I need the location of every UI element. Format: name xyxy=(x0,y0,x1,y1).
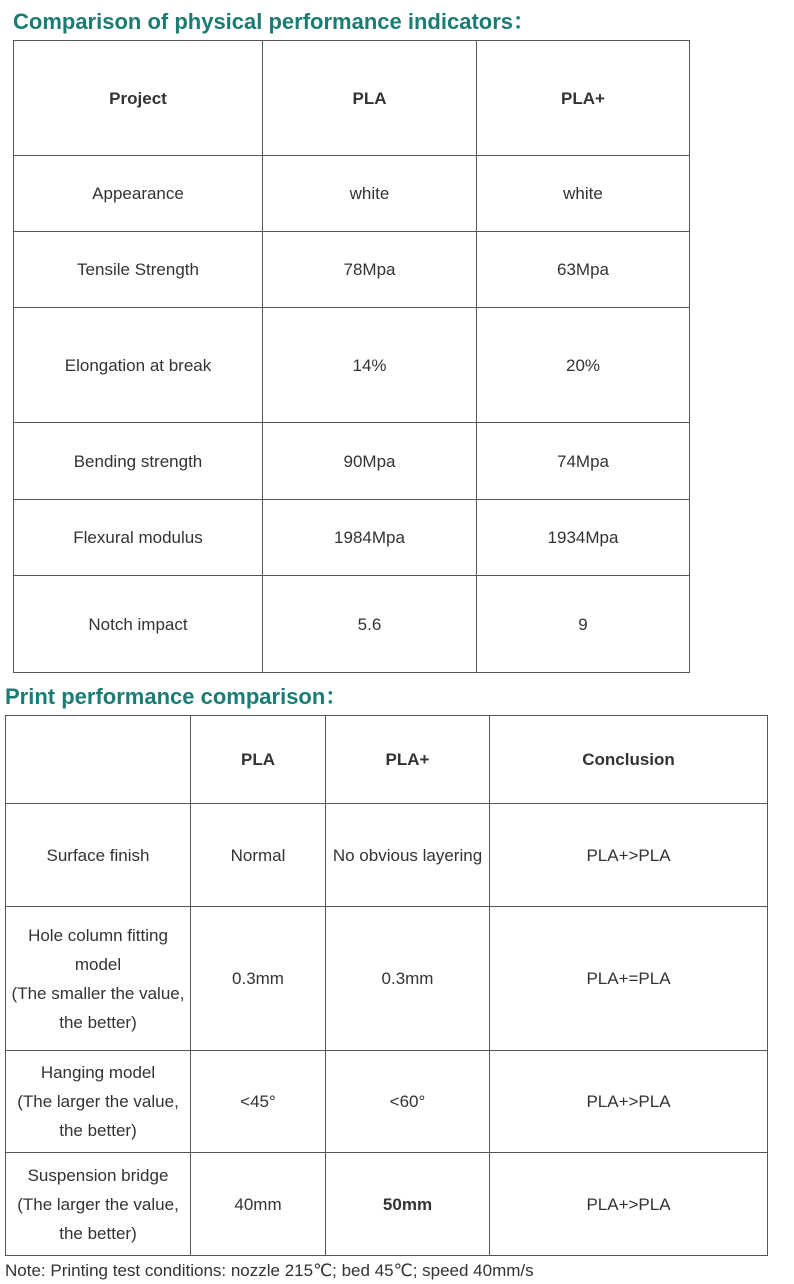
pla-value: 40mm xyxy=(191,1153,326,1256)
pla-plus-value: 0.3mm xyxy=(326,907,490,1051)
pla-plus-value: 1934Mpa xyxy=(477,500,690,576)
pla-value: white xyxy=(263,156,477,232)
property-name: Flexural modulus xyxy=(14,500,263,576)
property-name: Bending strength xyxy=(14,423,263,500)
pla-plus-value: white xyxy=(477,156,690,232)
property-name: Appearance xyxy=(14,156,263,232)
test-name-line: Hanging model xyxy=(40,1063,156,1082)
test-name-line: (The larger the value, xyxy=(17,1194,179,1214)
table-row xyxy=(6,1051,768,1153)
physical-performance-heading: Comparison of physical performance indicators： xyxy=(13,9,536,34)
pla-plus-value: 74Mpa xyxy=(477,423,690,500)
table-row xyxy=(6,1153,768,1256)
header-pla-plus: PLA+ xyxy=(326,716,490,804)
property-name: Tensile Strength xyxy=(14,232,263,308)
table-row xyxy=(6,907,768,1051)
table-row xyxy=(14,576,690,673)
test-name-line: (The smaller the value, xyxy=(11,983,185,1003)
physical-performance-table xyxy=(13,40,690,673)
test-name-line: Hole column fitting xyxy=(28,925,168,945)
property-name: Notch impact xyxy=(14,576,263,673)
table-header-row xyxy=(14,41,690,156)
table-row xyxy=(14,423,690,500)
test-name-line: Surface finish xyxy=(46,845,150,865)
print-performance-heading: Print performance comparison： xyxy=(5,684,348,709)
header-pla: PLA xyxy=(263,41,477,156)
pla-value: 90Mpa xyxy=(263,423,477,500)
test-name-line: (The larger the value, xyxy=(17,1092,179,1111)
pla-value: 1984Mpa xyxy=(263,500,477,576)
table-row xyxy=(14,232,690,308)
test-name xyxy=(6,1153,191,1256)
test-name-line: Suspension bridge xyxy=(27,1165,169,1185)
pla-value: 14% xyxy=(263,308,477,423)
header-pla-plus: PLA+ xyxy=(477,41,690,156)
header-conclusion: Conclusion xyxy=(490,716,768,804)
conclusion-value: PLA+>PLA xyxy=(490,1051,768,1153)
test-name-line: the better) xyxy=(59,1012,137,1032)
pla-value: 0.3mm xyxy=(191,907,326,1051)
test-name xyxy=(6,804,191,907)
pla-plus-value: No obvious layering xyxy=(326,804,490,907)
table-row xyxy=(6,804,768,907)
test-name xyxy=(6,907,191,1051)
test-name xyxy=(6,1051,191,1153)
test-conditions-note: Note: Printing test conditions: nozzle 215℃; bed 45℃; speed 40mm/s xyxy=(5,1261,534,1280)
property-name: Elongation at break xyxy=(14,308,263,423)
pla-value: Normal xyxy=(191,804,326,907)
conclusion-value: PLA+=PLA xyxy=(490,907,768,1051)
pla-value: 5.6 xyxy=(263,576,477,673)
table-header-row xyxy=(6,716,768,804)
test-name-line: the better) xyxy=(59,1223,137,1243)
table-row xyxy=(14,308,690,423)
pla-value: <45° xyxy=(191,1051,326,1153)
test-name-line: the better) xyxy=(59,1121,137,1140)
header-blank xyxy=(6,716,191,804)
pla-plus-value: 50mm xyxy=(326,1153,490,1256)
pla-plus-value: 63Mpa xyxy=(477,232,690,308)
pla-plus-value: 9 xyxy=(477,576,690,673)
conclusion-value: PLA+>PLA xyxy=(490,1153,768,1256)
conclusion-value: PLA+>PLA xyxy=(490,804,768,907)
table-row xyxy=(14,156,690,232)
header-project: Project xyxy=(14,41,263,156)
table-row xyxy=(14,500,690,576)
pla-plus-value: 20% xyxy=(477,308,690,423)
pla-plus-value: <60° xyxy=(326,1051,490,1153)
test-name-line: model xyxy=(74,954,122,974)
header-pla: PLA xyxy=(191,716,326,804)
print-performance-table xyxy=(5,715,768,1256)
pla-value: 78Mpa xyxy=(263,232,477,308)
